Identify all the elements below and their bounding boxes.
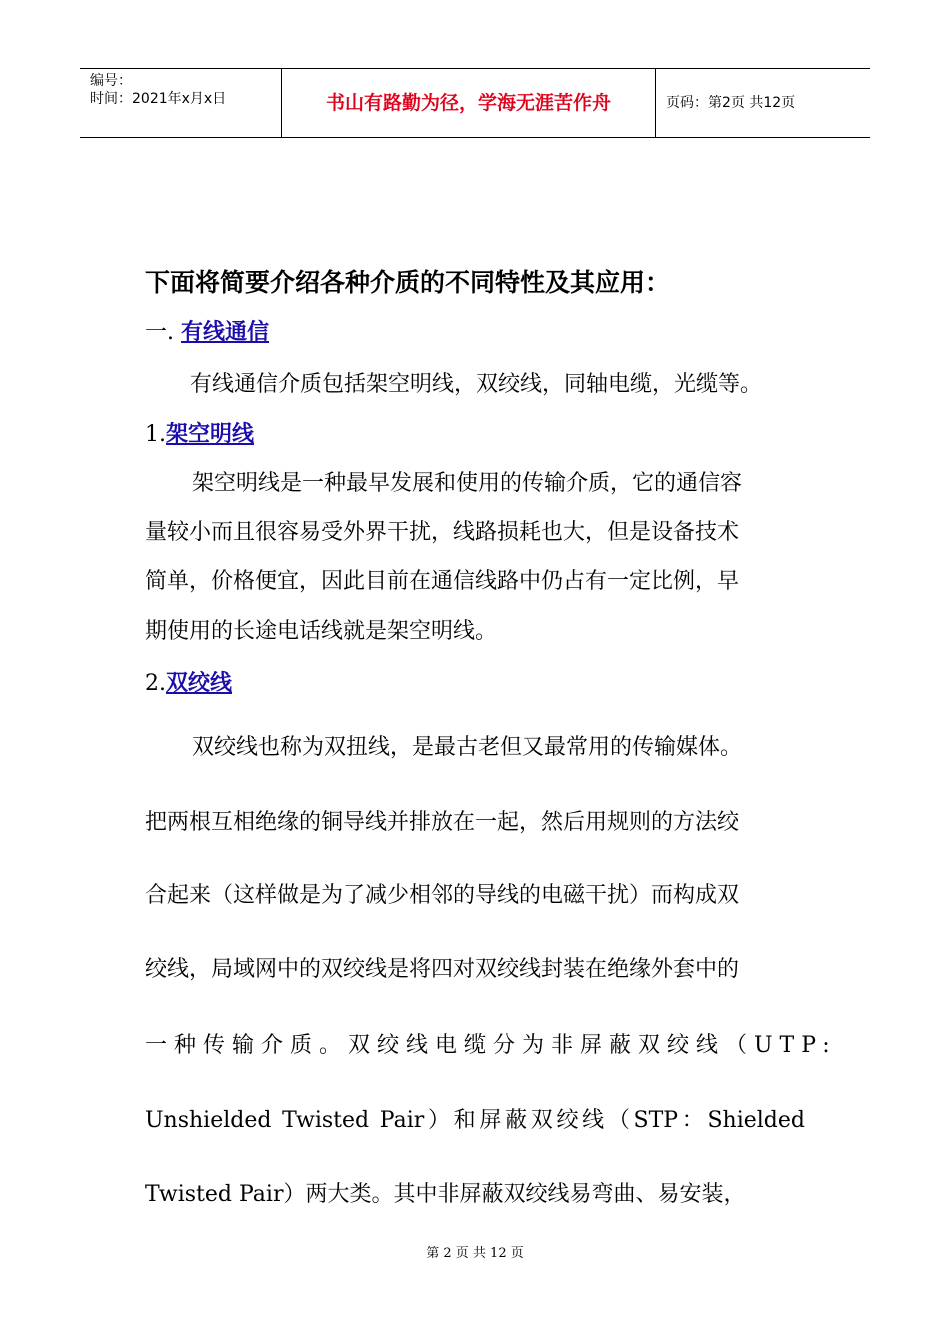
header-motto-cell xyxy=(281,69,656,137)
paragraph-line: 合起来（这样做是为了减少相邻的导线的电磁干扰）而构成双 xyxy=(145,883,740,908)
header-meta-cell xyxy=(80,69,281,137)
section1-heading xyxy=(145,318,805,348)
date-label: 时间：2021年x月x日 xyxy=(90,91,227,107)
header-page-code: 页码：第2页 共12页 xyxy=(666,95,796,111)
section1-number: 一. xyxy=(145,320,174,345)
paragraph-line: 一种传输介质。双绞线电缆分为非屏蔽双绞线（UTP: xyxy=(145,1033,837,1058)
intro-heading: 下面将简要介绍各种介质的不同特性及其应用： xyxy=(145,268,671,297)
subsection1-title-link[interactable]: 架空明线 xyxy=(166,422,255,447)
subsection2-title-link[interactable]: 双绞线 xyxy=(166,671,233,696)
paragraph-line: 架空明线是一种最早发展和使用的传输介质，它的通信容 xyxy=(192,471,743,496)
document-header xyxy=(80,68,870,138)
paragraph-line: 把两根互相绝缘的铜导线并排放在一起，然后用规则的方法绞 xyxy=(145,810,740,835)
subsection2-heading xyxy=(145,669,805,699)
subsection1-heading xyxy=(145,420,805,450)
paragraph-line: Unshielded Twisted Pair）和屏蔽双绞线（STP：Shielded xyxy=(145,1108,805,1133)
header-page-cell xyxy=(656,69,870,137)
section1-title-link[interactable]: 有线通信 xyxy=(181,320,270,345)
header-motto: 书山有路勤为径，学海无涯苦作舟 xyxy=(325,92,611,114)
page-footer: 第 2 页 共 12 页 xyxy=(426,1246,524,1261)
section1-intro: 有线通信介质包括架空明线，双绞线，同轴电缆，光缆等。 xyxy=(190,372,763,397)
paragraph-line: 双绞线也称为双扭线，是最古老但又最常用的传输媒体。 xyxy=(192,735,743,760)
paragraph-line: 量较小而且很容易受外界干扰，线路损耗也大，但是设备技术 xyxy=(145,520,740,545)
paragraph-line: 绞线，局域网中的双绞线是将四对双绞线封装在绝缘外套中的 xyxy=(145,957,740,982)
paragraph-line: 期使用的长途电话线就是架空明线。 xyxy=(145,619,498,644)
subsection2-number: 2. xyxy=(145,671,166,696)
paragraph-line: Twisted Pair）两大类。其中非屏蔽双绞线易弯曲、易安装， xyxy=(145,1182,746,1207)
paragraph-line: 简单，价格便宜，因此目前在通信线路中仍占有一定比例，早 xyxy=(145,569,740,594)
number-label: 编号： xyxy=(90,73,132,89)
subsection1-number: 1. xyxy=(145,422,166,447)
